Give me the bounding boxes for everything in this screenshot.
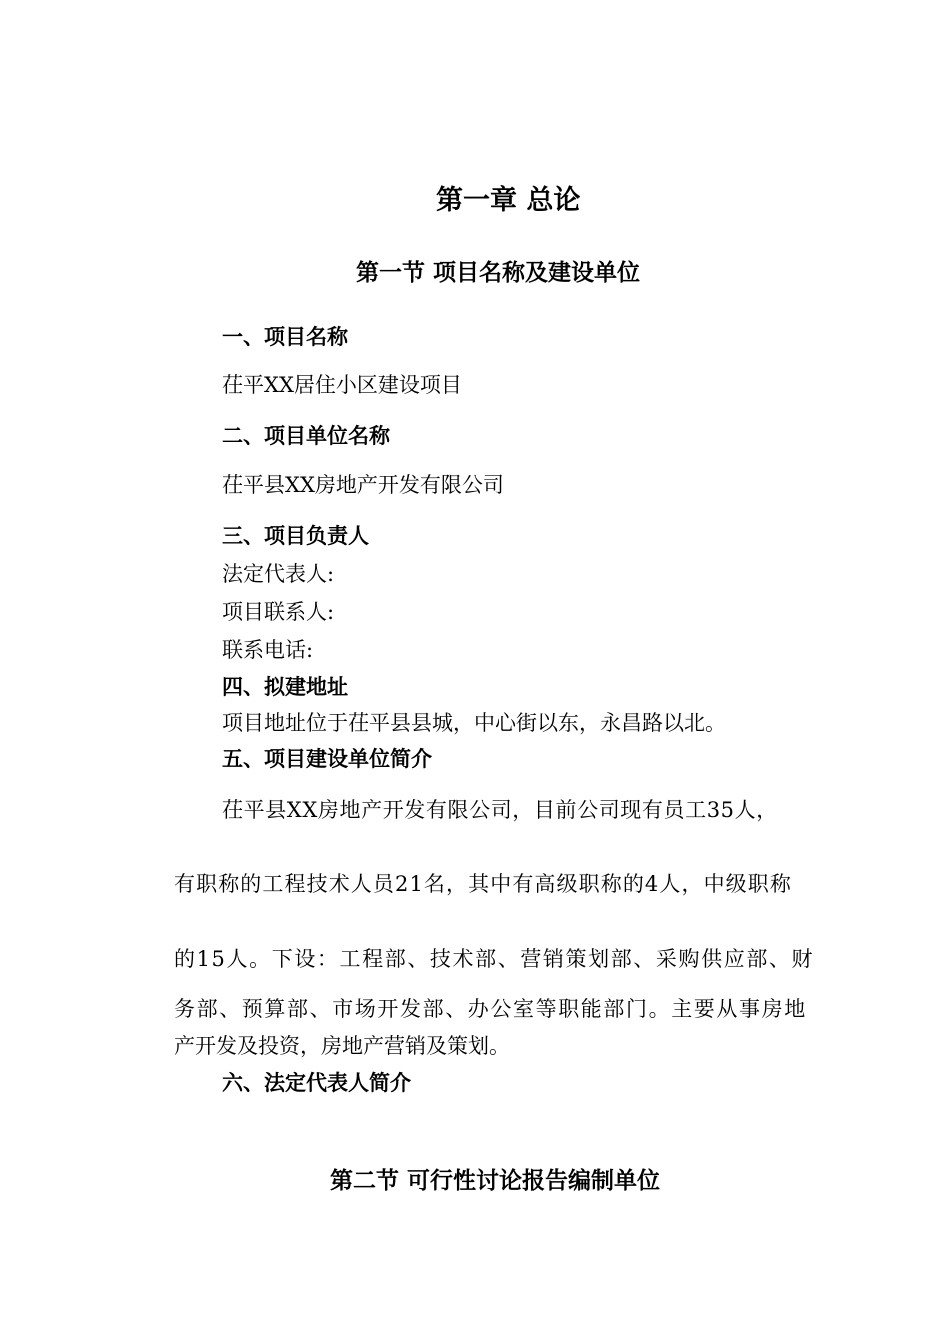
- section-title: 第一节 项目名称及建设单位: [356, 259, 641, 286]
- paragraph-line: 茌平县XX房地产开发有限公司，目前公司现有员工35人，: [222, 798, 778, 822]
- chapter-title: 第一章 总论: [436, 185, 581, 216]
- item-heading: 一、项目名称: [222, 324, 348, 349]
- paragraph-line: 务部、预算部、市场开发部、办公室等职能部门。主要从事房地: [174, 997, 807, 1021]
- item-text: 茌平XX居住小区建设项目: [222, 373, 462, 397]
- item-heading: 四、拟建地址: [222, 674, 348, 699]
- section-title: 第二节 可行性讨论报告编制单位: [330, 1167, 661, 1194]
- contact-person-label: 项目联系人:: [222, 600, 335, 624]
- phone-label: 联系电话:: [222, 638, 314, 662]
- paragraph-line: 有职称的工程技术人员21名，其中有高级职称的4人，中级职称: [174, 872, 792, 896]
- item-text: 项目地址位于茌平县县城，中心街以东，永昌路以北。: [222, 711, 726, 735]
- item-heading: 二、项目单位名称: [222, 423, 390, 448]
- item-heading: 五、项目建设单位简介: [222, 746, 432, 771]
- item-heading: 三、项目负责人: [222, 523, 369, 548]
- paragraph-line: 的15人。下设：工程部、技术部、营销策划部、采购供应部、财: [174, 947, 815, 971]
- item-text: 茌平县XX房地产开发有限公司: [222, 473, 504, 497]
- paragraph-line: 产开发及投资，房地产营销及策划。: [174, 1034, 510, 1058]
- legal-representative-label: 法定代表人:: [222, 562, 335, 586]
- item-heading: 六、法定代表人简介: [222, 1070, 411, 1095]
